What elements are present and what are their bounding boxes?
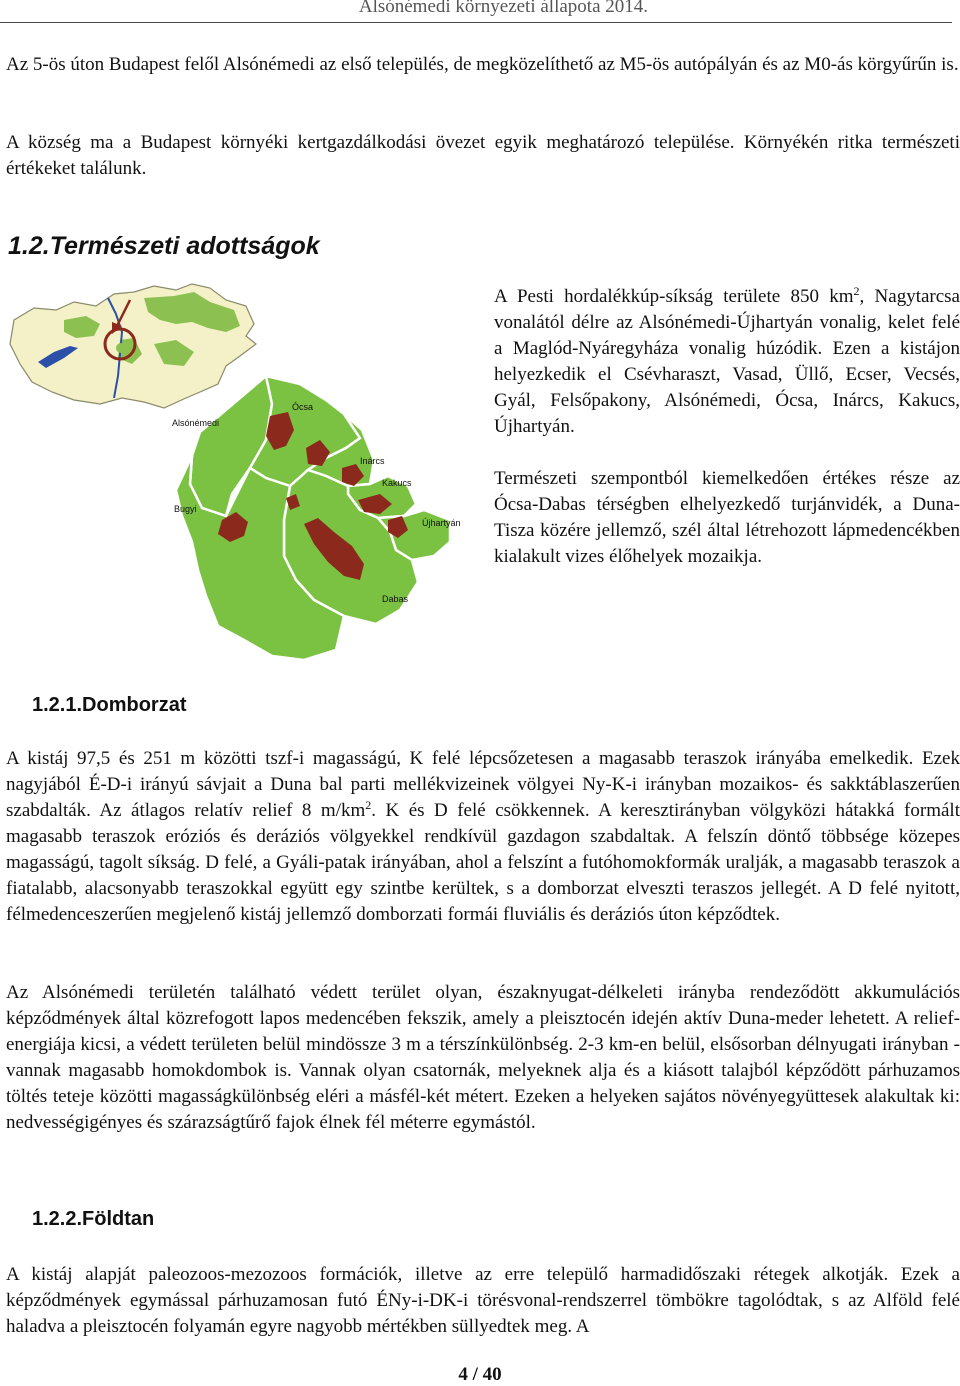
superscript: 2 [365, 798, 372, 812]
hungary-inset-map [10, 284, 256, 408]
geology-paragraph-1: A kistáj alapját paleozoos-mezozoos formációk, illetve az erre települő harmadidőszaki rétegek alkotják. Ezek a képződmények egymással párhuzamosan futó ÉNy-i-DK-i törésvonal-rendszerrel tömbökre tagolódtak, s az Alföld felé haladva a pleisztocén folyamán egyre nagyobb mértékben süllyedtek meg. A [6, 1264, 960, 1337]
map-label-ocsa: Ócsa [292, 402, 314, 412]
section-number: 1.2.1. [32, 694, 83, 716]
relief-paragraph-2: Az Alsónémedi területén található védett terület olyan, északnyugat-délkeleti irányba rendeződött akkumulációs képződmények által közrefogott lapos medencében fekszik, amely a pleisztocén idején aktív Duna-meder lehetett. A relief-energiája kicsi, a védett területen belül mindössze 3 m a térszínkülönbség. 2-3 km-en belül, elsősorban délnyugati irányban - vannak magasabb homokdombok is. Vannak olyan csatornák, melyeknek alja és a kiásott talajból képződött párhuzamos töltés teteje közötti magasságkülönbség eléri a másfél-két métert. Ezeken a helyeken sajátos növényegyüttesek alakultak ki: nedvességigényes és szárazságtűrő fajok élnek fél méterre egymástól. [6, 982, 960, 1133]
superscript: 2 [853, 284, 860, 298]
map-label-kakucs: Kakucs [382, 478, 412, 488]
natural-features-column [494, 284, 960, 570]
page-number: 4 / 40 [458, 1364, 502, 1385]
regional-map [172, 376, 461, 660]
text-part: . K és D felé csökkennek. A keresztirányban völgyközi hátakká formált magasabb teraszok eróziós és deráziós völgyekkel rendkívül gazdagon szabdaltak. A felszín döntő többsége közepes magasságú, tagolt síkság. D felé, a Gyáli-patak irányában, ahol a felszínt a futóhomokformák uralják, a magasabb teraszok a fiatalabb, alacsonyabb teraszokkal együtt egy szintbe kerültek, s a domborzat elveszti teraszos jellegét. A D felé nyitott, félmedenceszerűen megjelenő kistáj jellemző domborzati formái fluviális és deráziós úton képződtek. [6, 800, 960, 925]
header-rule [0, 22, 952, 23]
map-label-dabas: Dabas [382, 594, 409, 604]
text-part: A kistáj 97,5 és 251 m közötti tszf-i magasságú, K felé lépcsőzetesen a magasabb teraszok irányába emelkedik. Ezek nagyjából É-D-i irányú sávjait a Duna bal parti mellékvizeinek völgyei Ny-K-i irányban mozaikos- és sakktáblaszerűen szabdalták. Az átlagos relatív relief 8 m/km [6, 748, 960, 821]
relief-paragraph-1 [6, 746, 960, 928]
map-label-inarcs: Inárcs [360, 456, 385, 466]
intro-paragraph-2: A község ma a Budapest környéki kertgazdálkodási övezet egyik meghatározó települése. Környékén ritka természeti értékeket találunk. [6, 132, 960, 179]
natural-features-paragraph-1 [494, 284, 960, 440]
page-header [0, 0, 960, 26]
map-label-alsonemedi: Alsónémedi [172, 418, 220, 428]
text-part: A Pesti hordalékkúp-síkság területe 850 km [494, 286, 854, 307]
header-title: Alsónémedi környezeti állapota 2014. [358, 0, 648, 17]
text-part: , Nagytarcsa vonalától délre az Alsónémedi-Újhartyán vonalig, kelet felé a Maglód-Nyáregyháza vonalig húzódik. Ezen a kistájon helyezkedik el Csévharaszt, Vasad, Üllő, Ecser, Vecsés, Gyál, Felsőpakony, Alsónémedi, Ócsa, Inárcs, Kakucs, Újhartyán. [494, 286, 960, 437]
section-heading-1-2-2 [32, 1208, 154, 1231]
intro-paragraph-1: Az 5-ös úton Budapest felől Alsónémedi az első település, de megközelíthető az M5-ös autópályán és az M0-ás körgyűrűn is. [6, 54, 959, 75]
section-title: Földtan [82, 1208, 155, 1230]
section-title: Természeti adottságok [49, 232, 320, 260]
natural-features-paragraph-2: Természeti szempontból kiemelkedően értékes része az Ócsa-Dabas térségben elhelyezkedő turjánvidék, a Duna-Tisza közére jellemző, szél által létrehozott lápmedencékben kialakult vizes élőhelyek mozaikja. [494, 468, 960, 567]
map-label-bugyi: Bugyi [174, 504, 197, 514]
section-number: 1.2. [8, 232, 50, 260]
location-dot [116, 343, 126, 353]
map-label-ujhartyan: Újhartyán [422, 518, 461, 528]
map-figure [4, 280, 488, 668]
section-heading-1-2 [8, 232, 320, 261]
section-number: 1.2.2. [32, 1208, 83, 1230]
section-heading-1-2-1 [32, 694, 187, 717]
section-title: Domborzat [82, 694, 187, 716]
